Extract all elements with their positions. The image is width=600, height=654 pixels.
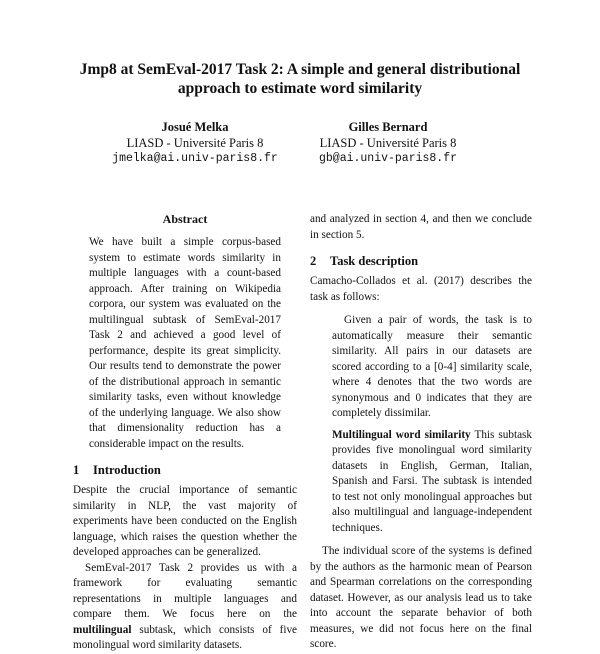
quote-rest: This subtask provides five monolingual word similarity datasets in English, German, Italian, Spanish and Farsi. The subtask is intended to test not only monolingual approaches but also multilingual and language-independent techniques. [332, 428, 532, 534]
author-name: Josué Melka [161, 120, 229, 134]
task-paragraph-after: The individual score of the systems is defined by the authors as the harmonic mean of Pearson and Spearman correlations on the corresponding dataset. However, as our analysis lead us to take into account the separate behavior of both measures, we did not focus here on the final score. [310, 545, 532, 650]
quote-paragraph-2 [332, 428, 532, 537]
continuation-paragraph: and analyzed in section 4, and then we conclude in section 5. [310, 213, 532, 241]
intro-paragraph-1: Despite the crucial importance of semantic similarity in NLP, the vast majority of experiments have been conducted on the English language, which raises the question whether the developed approaches can be generalized. [73, 484, 297, 558]
section-title: Introduction [93, 463, 161, 477]
intro-p2-text: SemEval-2017 Task 2 provides us with a framework for evaluating semantic representations in multiple languages and compare them. We focus here on the [73, 561, 297, 620]
abstract-heading: Abstract [162, 212, 208, 226]
author-block-2 [288, 120, 488, 167]
author-affiliation: LIASD - Université Paris 8 [319, 135, 457, 150]
intro-paragraph-2 [73, 561, 297, 654]
intro-p2-bold: multilingual [73, 623, 132, 636]
author-email: gb@ai.univ-paris8.fr [318, 152, 458, 165]
intro-p2-rest: subtask, which consists of five monolingual word similarity datasets. [73, 623, 297, 651]
left-column [73, 212, 297, 654]
title-line-1: Jmp8 at SemEval-2017 Task 2: A simple and general distributional [79, 61, 521, 78]
section-heading-task-description [310, 253, 532, 269]
abstract-text: We have built a simple corpus-based system to estimate words similarity in multiple languages with a count-based approach. After training on Wikipedia corpora, our system was evaluated on the multilingual subtask of SemEval-2017 Task 2 and achieved a good level of performance, despite its great simplicity. Our results tend to demonstrate the power of the distributional approach in semantic similarity tasks, even without knowledge of the underlying language. We also show that dimensionality reduction has a considerable impact on the results. [89, 236, 281, 450]
author-affiliation: LIASD - Université Paris 8 [126, 135, 264, 150]
quote-bold-lead: Multilingual word similarity [332, 428, 471, 441]
task-quote [332, 313, 532, 536]
title-line-2: approach to estimate word similarity [177, 80, 423, 97]
right-column [310, 212, 532, 653]
author-email: jmelka@ai.univ-paris8.fr [112, 152, 278, 165]
author-block-1 [95, 120, 295, 167]
author-name: Gilles Bernard [348, 120, 428, 134]
quote-paragraph-1: Given a pair of words, the task is to automatically measure their semantic similarity. All pairs in our datasets are scored according to a [0-4] similarity scale, where 4 denotes that the two words are synonymous and 0 indicates that they are completely dissimilar. [332, 314, 532, 419]
task-intro: Camacho-Collados et al. (2017) describes the task as follows: [310, 275, 532, 303]
section-number: 2 [310, 254, 317, 268]
section-heading-introduction [73, 462, 297, 478]
section-number: 1 [73, 463, 80, 477]
section-title: Task description [330, 254, 419, 268]
paper-title [40, 60, 560, 98]
